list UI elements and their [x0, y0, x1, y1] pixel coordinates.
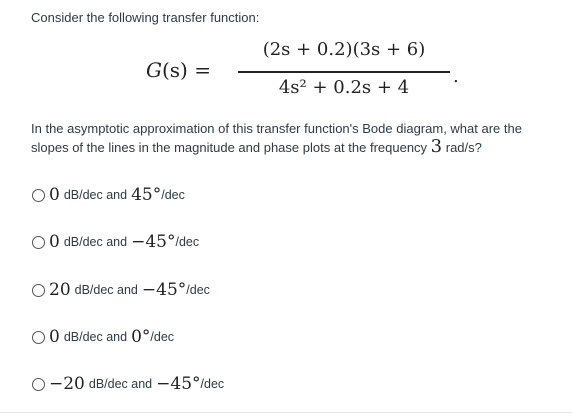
- formula-period: .: [453, 66, 459, 87]
- answer-option-4[interactable]: [32, 325, 174, 349]
- answer-magnitude: 20: [49, 280, 71, 300]
- formula-lhs: [146, 58, 211, 82]
- answer-phase-unit: /dec: [161, 188, 185, 202]
- answer-option-5[interactable]: [32, 372, 224, 396]
- answer-magnitude: 0: [49, 185, 60, 205]
- frequency-value: 3: [430, 136, 443, 157]
- answer-magnitude-unit: dB/dec and: [63, 330, 128, 344]
- fraction-bar: [238, 71, 450, 73]
- answer-option-2[interactable]: [32, 230, 199, 254]
- radio-button[interactable]: [32, 189, 45, 202]
- answer-phase: 0°: [131, 327, 151, 347]
- answer-phase-unit: /dec: [200, 377, 225, 391]
- transfer-function-formula: [0, 38, 572, 106]
- radio-button[interactable]: [32, 284, 45, 297]
- answer-magnitude: 0: [49, 327, 60, 347]
- question-intro: Consider the following transfer function:: [31, 10, 260, 25]
- question-body-text: In the asymptotic approximation of this transfer function's Bode diagram, what are the slopes of the lines in the magnitude and phase plots at the frequency: [31, 121, 522, 155]
- formula-function-arg: (s): [161, 58, 188, 82]
- answer-phase-unit: /dec: [186, 283, 210, 297]
- answer-phase-unit: /dec: [175, 235, 200, 249]
- answer-magnitude: 0: [49, 232, 60, 252]
- answer-option-1[interactable]: [32, 183, 185, 207]
- formula-function-name: G: [146, 58, 162, 82]
- answer-phase: −45°: [156, 374, 201, 394]
- answer-magnitude-unit: dB/dec and: [88, 377, 153, 391]
- formula-numerator: (2s + 0.2)(3s + 6): [262, 39, 426, 60]
- frequency-unit: rad/s?: [445, 140, 482, 155]
- radio-button[interactable]: [32, 378, 45, 391]
- answer-phase: −45°: [131, 232, 176, 252]
- question-body: [31, 120, 561, 157]
- answer-magnitude-unit: dB/dec and: [74, 283, 138, 297]
- formula-denominator: 4s² + 0.2s + 4: [278, 77, 410, 98]
- answer-magnitude-unit: dB/dec and: [63, 188, 128, 202]
- answer-phase: 45°: [131, 185, 162, 205]
- bottom-divider: [0, 412, 572, 413]
- answer-magnitude-unit: dB/dec and: [63, 235, 128, 249]
- answer-phase-unit: /dec: [150, 330, 175, 344]
- radio-button[interactable]: [32, 236, 45, 249]
- formula-equals: =: [194, 58, 211, 82]
- radio-button[interactable]: [32, 331, 45, 344]
- answer-magnitude: −20: [49, 374, 85, 394]
- answer-phase: −45°: [141, 280, 187, 300]
- answer-option-3[interactable]: [32, 278, 210, 302]
